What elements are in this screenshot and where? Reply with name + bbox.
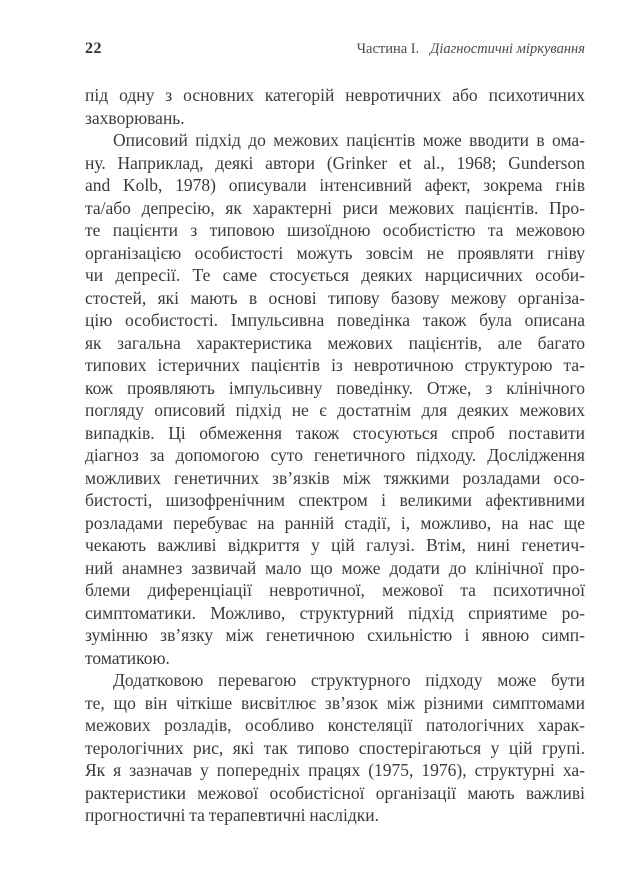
- text-line: зумінню зв’язку між генетичною схильністю і явною симп-: [85, 625, 585, 645]
- text-line: типових істеричних пацієнтів із невротичною структурою та-: [85, 355, 585, 375]
- text-line: бистості, шизофренічним спектром і великими афективними: [85, 490, 585, 510]
- text-line: та/або депресію, як характерні риси межових пацієнтів. Про-: [85, 197, 585, 218]
- text-line: Як я зазначав у попередніх працях (1975, 1976), структурні ха-: [85, 760, 585, 780]
- page-body: [85, 84, 585, 827]
- text-line: як загальна характеристика межових пацієнтів, але багато: [85, 332, 585, 353]
- running-head: [357, 41, 585, 58]
- text-line: прогностичні та терапевтичні наслідки.: [85, 805, 380, 825]
- text-line: можливих генетичних зв’язків між тяжкими розладами осо-: [85, 467, 585, 488]
- text-line: чекають важливі відкриття у цій галузі. Втім, нині генетич-: [85, 535, 585, 555]
- text-line: діагноз за допомогою суто генетичного підходу. Дослідження: [85, 445, 585, 465]
- text-line: межових розладів, особливо констеляції патологічних харак-: [85, 715, 585, 735]
- running-header: [85, 40, 585, 58]
- running-head-title: Діагностичні міркування: [430, 41, 585, 57]
- text-line: те пацієнти з типовою шизоїдною особистістю та межовою: [85, 220, 585, 240]
- text-line: рактеристики межової особистісної організації мають важливі: [85, 782, 585, 803]
- text-line: цію особистості. Імпульсивна поведінка також була описана: [85, 310, 585, 330]
- text-line: ний анамнез зазвичай мало що може додати до клінічної про-: [85, 557, 585, 578]
- text-line: випадків. Ці обмеження також стосуються спроб поставити: [85, 422, 585, 443]
- text-line: Описовий підхід до межових пацієнтів може вводити в ома-: [113, 130, 585, 150]
- running-head-space: [423, 41, 427, 57]
- text-line: томатикою.: [85, 647, 170, 668]
- text-line: те, що він чіткіше висвітлює зв’язок між різними симптомами: [85, 692, 585, 713]
- text-line: стостей, які мають в основі типову базову межову організа-: [85, 287, 585, 308]
- text-line: and Kolb, 1978) описували інтенсивний афект, зокрема гнів: [85, 175, 585, 195]
- text-line: терологічних рис, які так типово спостерігаються у цій групі.: [85, 737, 585, 758]
- page-number: 22: [85, 40, 102, 57]
- running-head-part: Частина I.: [356, 41, 420, 57]
- text-line: симптоматики. Можливо, структурний підхід сприятиме ро-: [85, 602, 585, 623]
- text-line: блеми диференціації невротичної, межової та психотичної: [85, 580, 585, 600]
- text-line: ну. Наприклад, деякі автори (Grinker et al., 1968; Gunderson: [85, 152, 585, 173]
- text-line: захворювань.: [85, 107, 185, 128]
- text-line: погляду описовий підхід не є достатнім для деяких межових: [85, 400, 585, 420]
- text-line: Додатковою перевагою структурного підходу може бути: [113, 670, 585, 690]
- text-line: під одну з основних категорій невротичних або психотичних: [85, 85, 585, 105]
- text-line: розладами перебуває на ранній стадії, і, можливо, на нас ще: [85, 512, 585, 533]
- text-line: кож проявляють імпульсивну поведінку. Отже, з клінічного: [85, 377, 585, 398]
- text-line: організацією особистості можуть зовсім не проявляти гніву: [85, 242, 585, 263]
- text-line: чи депресії. Те саме стосується деяких нарцисичних особи-: [85, 265, 585, 285]
